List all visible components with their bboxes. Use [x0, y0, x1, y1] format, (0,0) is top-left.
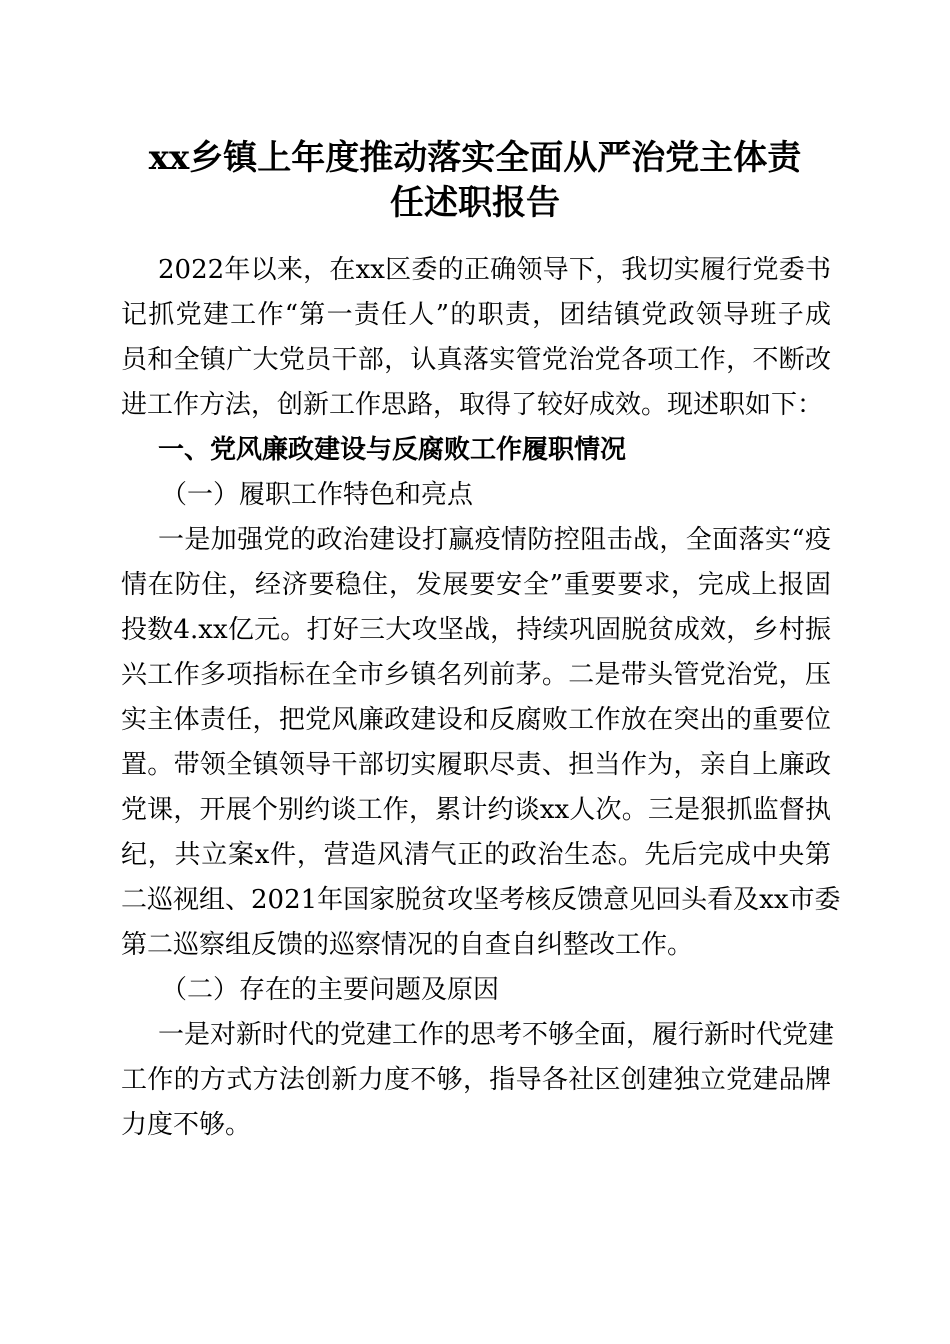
text-line: 员和全镇广大党员干部，认真落实管党治党各项工作，不断改: [121, 345, 831, 375]
document-title: [0, 136, 950, 226]
paragraph-highlights: [121, 518, 841, 968]
text-line: 工作的方式方法创新力度不够，指导各社区创建独立党建品牌: [121, 1065, 831, 1095]
text-line: 记抓党建工作“第一责任人”的职责，团结镇党政领导班子成: [121, 300, 831, 330]
title-line: 任述职报告: [390, 183, 560, 223]
text-line: 党课，开展个别约谈工作，累计约谈xx人次。三是狠抓监督执: [121, 795, 831, 825]
text-line: 纪，共立案x件，营造风清气正的政治生态。先后完成中央第: [121, 840, 831, 870]
text-line: 2022年以来，在xx区委的正确领导下，我切实履行党委书: [158, 255, 831, 285]
paragraph-problems: [121, 1013, 835, 1148]
text-line: 兴工作多项指标在全市乡镇名列前茅。二是带头管党治党，压: [121, 660, 831, 690]
text-line: 一是对新时代的党建工作的思考不够全面，履行新时代党建: [158, 1020, 835, 1050]
text-line: 实主体责任，把党风廉政建设和反腐败工作放在突出的重要位: [121, 705, 831, 735]
text-line: 情在防住，经济要稳住，发展要安全”重要要求，完成上报固: [121, 570, 831, 600]
text-line: 投数4.xx亿元。打好三大攻坚战，持续巩固脱贫成效，乡村振: [121, 615, 831, 645]
title-line: xx乡镇上年度推动落实全面从严治党主体责: [148, 138, 802, 178]
document-body: [121, 248, 841, 1148]
text-line: 第二巡察组反馈的巡察情况的自查自纠整改工作。: [121, 930, 694, 960]
text-line: 进工作方法，创新工作思路，取得了较好成效。现述职如下：: [121, 390, 824, 420]
intro-paragraph: [121, 248, 831, 428]
text-line: 置。带领全镇领导干部切实履职尽责、担当作为，亲自上廉政: [121, 750, 831, 780]
text-line: 二巡视组、2021年国家脱贫攻坚考核反馈意见回头看及xx市委: [121, 885, 841, 915]
subsection-heading: （二）存在的主要问题及原因: [161, 975, 500, 1005]
subsection-heading: （一）履职工作特色和亮点: [161, 480, 474, 510]
text-line: 力度不够。: [121, 1110, 252, 1140]
section-heading: 一、党风廉政建设与反腐败工作履职情况: [158, 435, 627, 465]
text-line: 一是加强党的政治建设打赢疫情防控阻击战，全面落实“疫: [158, 525, 831, 555]
